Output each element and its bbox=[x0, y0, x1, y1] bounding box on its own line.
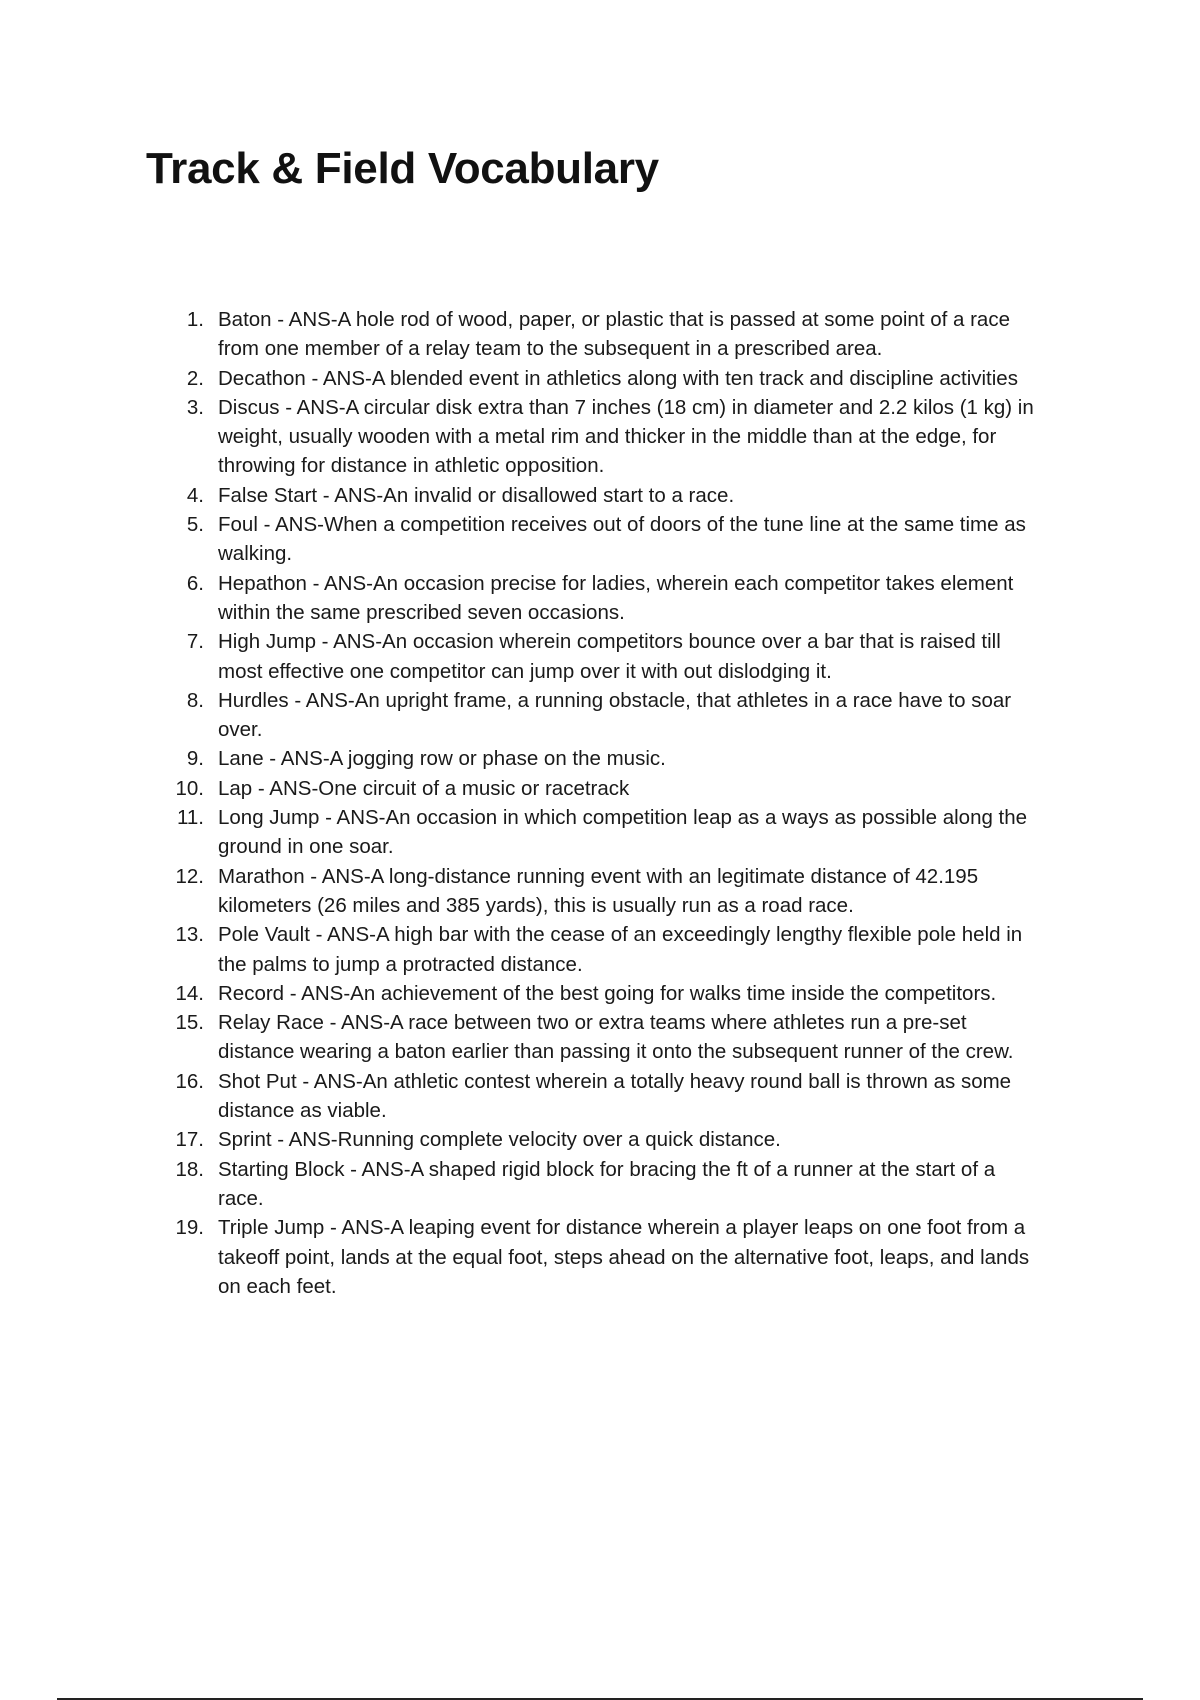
page-title: Track & Field Vocabulary bbox=[146, 144, 659, 193]
list-item-text: Pole Vault - ANS-A high bar with the cease of an exceedingly lengthy flexible pole held in the palms to jump a protracted distance. bbox=[218, 923, 1023, 976]
list-item-text: Hepathon - ANS-An occasion precise for ladies, wherein each competitor takes element within the same prescribed seven occasions. bbox=[218, 571, 1014, 624]
list-item bbox=[146, 305, 1046, 364]
list-item bbox=[146, 1008, 1046, 1067]
list-item-text: Triple Jump - ANS-A leaping event for distance wherein a player leaps on one foot from a takeoff point, lands at the equal foot, steps ahead on the alternative foot, leaps, and lands on each feet. bbox=[218, 1216, 1030, 1298]
list-item-number: 16. bbox=[175, 1069, 204, 1093]
list-item-text: Shot Put - ANS-An athletic contest wherein a totally heavy round ball is thrown as some distance as viable. bbox=[218, 1069, 1012, 1123]
list-item-number: 10. bbox=[175, 776, 204, 800]
list-item-number: 14. bbox=[175, 981, 204, 1005]
list-item-number: 19. bbox=[175, 1216, 204, 1240]
vocabulary-list bbox=[146, 305, 1046, 1301]
list-item bbox=[146, 920, 1046, 979]
list-item bbox=[146, 979, 1046, 1008]
list-item-number: 11. bbox=[177, 806, 204, 830]
list-item-text: High Jump - ANS-An occasion wherein competitors bounce over a bar that is raised till most effective one competitor can jump over it with out dislodging it. bbox=[218, 630, 1001, 683]
list-item bbox=[146, 862, 1046, 921]
list-item-number: 6. bbox=[186, 571, 204, 595]
list-item bbox=[146, 1155, 1046, 1214]
list-item-text: Lap - ANS-One circuit of a music or racetrack bbox=[218, 776, 630, 800]
list-item-number: 12. bbox=[175, 864, 204, 888]
list-item bbox=[146, 1213, 1046, 1301]
list-item-text: Decathon - ANS-A blended event in athletics along with ten track and discipline activities bbox=[218, 366, 1018, 390]
list-item-text: Record - ANS-An achievement of the best going for walks time inside the competitors. bbox=[218, 981, 997, 1005]
list-item-text: Relay Race - ANS-A race between two or extra teams where athletes run a pre-set distance wearing a baton earlier than passing it onto the subsequent runner of the crew. bbox=[218, 1011, 1014, 1064]
list-item-number: 18. bbox=[175, 1157, 204, 1181]
list-item bbox=[146, 686, 1046, 745]
list-item-text: Sprint - ANS-Running complete velocity over a quick distance. bbox=[218, 1128, 781, 1152]
list-item bbox=[146, 569, 1046, 628]
list-item-text: Long Jump - ANS-An occasion in which competition leap as a ways as possible along the ground in one soar. bbox=[218, 806, 1028, 859]
list-item bbox=[146, 1067, 1046, 1126]
list-item bbox=[146, 393, 1046, 481]
list-item-text: Discus - ANS-A circular disk extra than 7 inches (18 cm) in diameter and 2.2 kilos (1 kg) in weight, usually wooden with a metal rim and thicker in the middle than at the edge, for throwing for distance in athletic opposition. bbox=[218, 395, 1034, 478]
list-item-number: 13. bbox=[175, 923, 204, 947]
list-item-number: 3. bbox=[186, 395, 204, 419]
list-item bbox=[146, 510, 1046, 569]
list-item bbox=[146, 481, 1046, 510]
list-item bbox=[146, 744, 1046, 773]
list-item-number: 9. bbox=[186, 747, 204, 771]
list-item bbox=[146, 1125, 1046, 1154]
list-item-number: 2. bbox=[186, 366, 204, 390]
list-item-text: Hurdles - ANS-An upright frame, a running obstacle, that athletes in a race have to soar over. bbox=[218, 688, 1012, 742]
list-item bbox=[146, 774, 1046, 803]
list-item bbox=[146, 803, 1046, 862]
list-item-number: 8. bbox=[186, 688, 204, 712]
list-item-number: 4. bbox=[186, 483, 204, 507]
list-item-number: 17. bbox=[175, 1128, 204, 1152]
list-item-text: False Start - ANS-An invalid or disallowed start to a race. bbox=[218, 483, 735, 507]
list-item bbox=[146, 364, 1046, 393]
list-item-text: Starting Block - ANS-A shaped rigid block for bracing the ft of a runner at the start of a race. bbox=[218, 1157, 996, 1210]
list-item bbox=[146, 627, 1046, 686]
list-item-number: 1. bbox=[186, 308, 204, 331]
list-item-number: 5. bbox=[186, 513, 204, 537]
list-item-number: 7. bbox=[186, 630, 204, 654]
list-item-text: Baton - ANS-A hole rod of wood, paper, or plastic that is passed at some point of a race from one member of a relay team to the subsequent in a prescribed area. bbox=[218, 308, 1010, 361]
list-item-text: Marathon - ANS-A long-distance running event with an legitimate distance of 42.195 kilometers (26 miles and 385 yards), this is usually run as a road race. bbox=[218, 864, 979, 917]
list-item-text: Lane - ANS-A jogging row or phase on the music. bbox=[218, 747, 666, 771]
list-item-text: Foul - ANS-When a competition receives out of doors of the tune line at the same time as walking. bbox=[218, 513, 1026, 566]
list-item-number: 15. bbox=[175, 1011, 204, 1035]
